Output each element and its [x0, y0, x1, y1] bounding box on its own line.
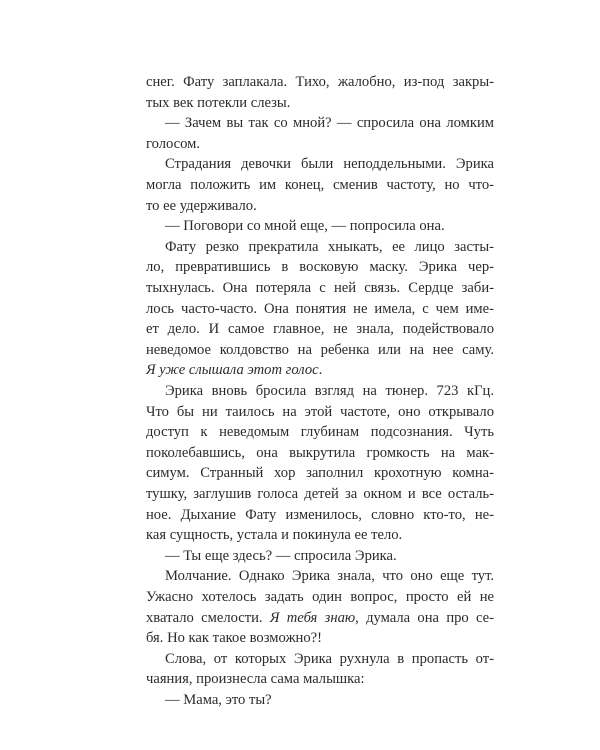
text-segment: Молчание. Однако Эрика знала, что оно еще тут.	[165, 568, 494, 585]
text-line-28	[146, 628, 494, 648]
text-segment: могла положить им конец, сменив частоту, но что-	[146, 177, 494, 193]
text-segment: симум. Странный хор заполнил крохотную комна-	[146, 465, 494, 482]
text-segment: голосом.	[146, 135, 201, 152]
text-line-22	[146, 505, 494, 525]
text-line-8	[165, 216, 494, 236]
text-segment: доступ к неведомым глубинам подсознания. Чуть	[146, 424, 494, 441]
text-segment: хватало смелости.	[146, 609, 270, 626]
text-line-27	[146, 608, 494, 628]
text-line-25	[165, 566, 494, 586]
text-segment: то ее удерживало.	[146, 197, 257, 214]
text-line-14	[146, 340, 494, 360]
text-segment: поколебавшись, она выкрутила громкость на мак-	[146, 444, 494, 461]
text-segment: — Ты еще здесь? — спросила Эрика.	[165, 547, 397, 564]
text-line-21	[146, 484, 494, 504]
text-segment: — Зачем вы так со мной? — спросила она ломким	[165, 115, 494, 132]
text-segment: неведомое колдовство на ребенка или на нее саму.	[146, 341, 494, 358]
text-line-24	[165, 546, 494, 566]
text-line-4	[146, 134, 494, 154]
text-line-20	[146, 463, 494, 483]
text-segment: — Мама, это ты?	[165, 692, 272, 708]
text-segment: кая сущность, устала и покинула ее тело.	[146, 527, 403, 544]
text-line-10	[146, 257, 494, 277]
text-line-26	[146, 587, 494, 607]
text-line-7	[146, 196, 494, 216]
text-line-13	[146, 319, 494, 339]
text-segment-italic: Я тебя знаю	[269, 609, 356, 626]
text-segment: , думала она про се-	[355, 609, 495, 626]
text-segment: .	[318, 362, 323, 379]
text-segment: Эрика вновь бросила взгляд на тюнер. 723 кГц.	[165, 383, 494, 399]
text-line-2	[146, 93, 494, 113]
text-line-12	[146, 299, 494, 319]
text-segment: тыхнулась. Она потеряла с ней связь. Сердце заби-	[146, 280, 494, 296]
text-line-31	[165, 690, 494, 710]
text-segment: чаяния, произнесла сама малышка:	[146, 671, 365, 688]
text-line-15	[146, 360, 494, 380]
text-segment: Слова, от которых Эрика рухнула в пропасть от-	[165, 650, 494, 667]
text-segment: лось часто-часто. Она понятия не имела, с чем име-	[146, 300, 494, 317]
text-line-17	[146, 402, 494, 422]
text-segment: Что бы ни таилось на этой частоте, оно открывало	[146, 403, 494, 420]
text-line-11	[146, 278, 494, 298]
text-segment: Ужасно хотелось задать один вопрос, просто ей не	[146, 589, 494, 605]
text-segment-italic: Я уже слышала этот голос	[146, 362, 319, 379]
text-line-23	[146, 525, 494, 545]
text-line-9	[165, 237, 494, 257]
text-segment: ло, превратившись в восковую маску. Эрика чер-	[146, 259, 494, 276]
text-line-3	[165, 113, 494, 133]
text-line-29	[165, 649, 494, 669]
text-segment: Фату резко прекратила хныкать, ее лицо засты-	[165, 238, 494, 255]
text-segment: ет дело. И самое главное, не знала, подействовало	[146, 321, 494, 338]
text-line-16	[165, 381, 494, 401]
text-line-5	[165, 154, 494, 174]
text-line-18	[146, 422, 494, 442]
text-line-30	[146, 669, 494, 689]
text-segment: тых век потекли слезы.	[146, 94, 291, 111]
text-line-1	[146, 72, 494, 92]
text-line-6	[146, 175, 494, 195]
text-segment: снег. Фату заплакала. Тихо, жалобно, из-под закры-	[146, 74, 494, 90]
text-segment: ное. Дыхание Фату изменилось, словно кто-то, не-	[146, 506, 494, 523]
text-segment: бя. Но как такое возможно?!	[146, 630, 322, 647]
text-segment: Страдания девочки были неподдельными. Эрика	[165, 156, 494, 173]
text-line-19	[146, 443, 494, 463]
text-segment: тушку, заглушив голоса детей за окном и все осталь-	[146, 486, 494, 502]
text-segment: — Поговори со мной еще, — попросила она.	[165, 218, 445, 235]
